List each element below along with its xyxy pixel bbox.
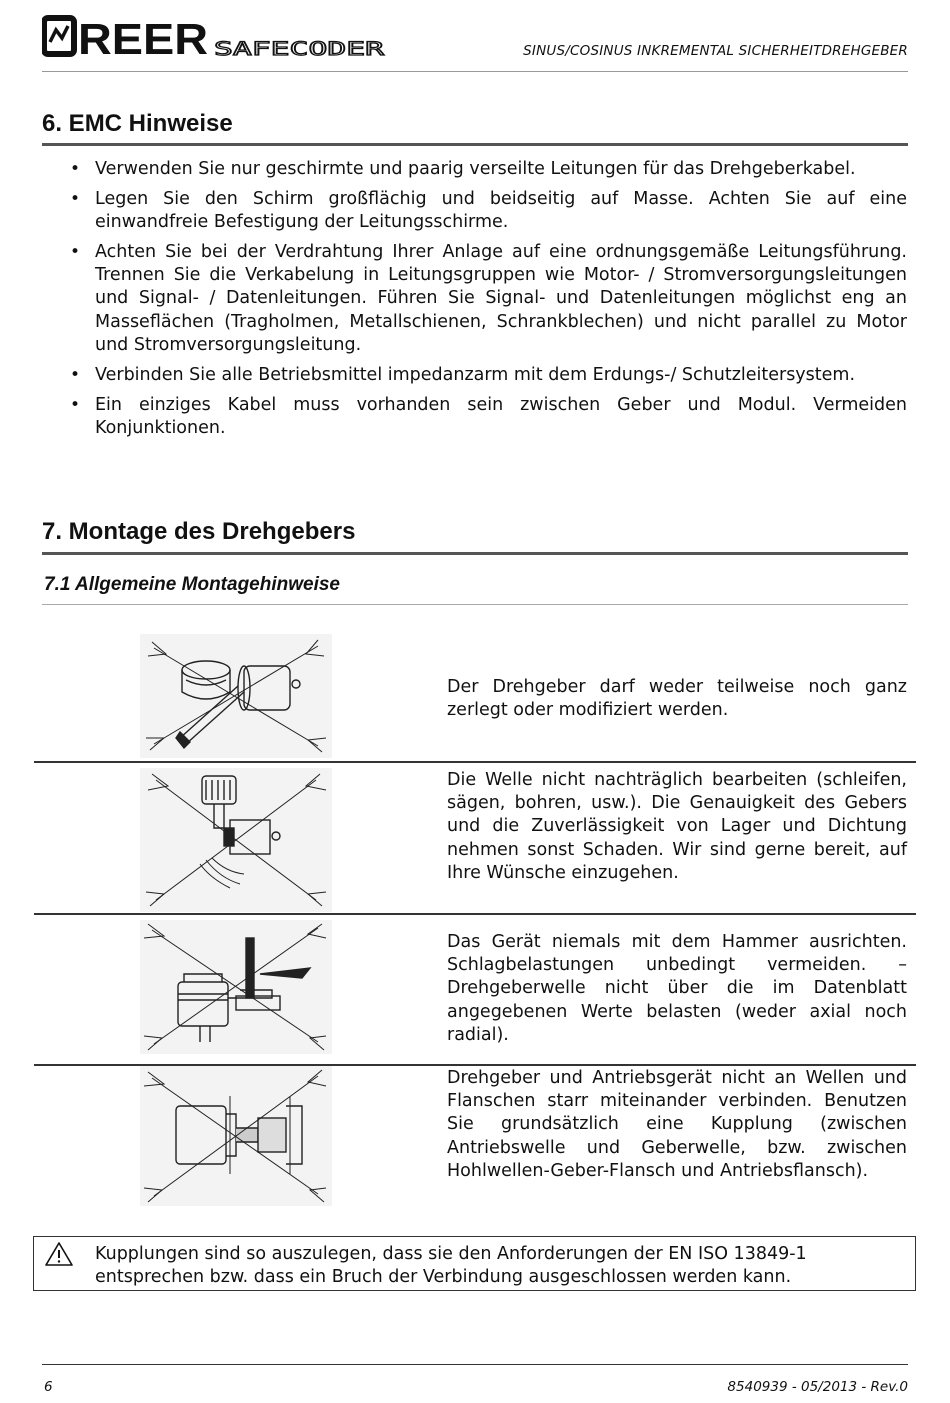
logo-product-text: SAFECODER <box>214 38 385 60</box>
subsection-7-1-heading: 7.1 Allgemeine Montagehinweise <box>44 574 340 595</box>
mounting-note-4: Drehgeber und Antriebsgerät nicht an Wellen und Flanschen starr miteinander verbinden. Benutzen Sie grundsätzlich eine Kupplung (zwischen Antriebswelle und Geberwelle, bzw. zwischen Hohlwellen-Geber-Flansch und Antriebsflansch). <box>447 1068 907 1181</box>
section-6-heading: 6. EMC Hinweise <box>42 110 233 137</box>
subsection-rule <box>42 604 908 605</box>
section-7-rule <box>42 552 908 555</box>
section-7-heading: 7. Montage des Drehgebers <box>42 518 356 545</box>
no-machining-illustration <box>140 768 332 912</box>
no-rigid-coupling-illustration <box>140 1066 332 1206</box>
warning-text: Kupplungen sind so auszulegen, dass sie den Anforderungen der EN ISO 13849-1 entsprechen bzw. dass ein Bruch der Verbindung ausgeschlossen werden kann. <box>95 1244 807 1288</box>
emc-bullet-list <box>70 158 907 447</box>
document-reference: 8540939 - 05/2013 - Rev.0 <box>727 1379 908 1395</box>
warning-box <box>33 1236 916 1291</box>
reer-safecoder-logo <box>42 14 387 60</box>
no-hammer-illustration <box>140 920 332 1054</box>
list-item: • Verwenden Sie nur geschirmte und paarig verseilte Leitungen für das Drehgeberkabel. <box>70 159 856 179</box>
document-title: SINUS/COSINUS INKREMENTAL SICHERHEITDREHGEBER <box>523 43 908 59</box>
footer-rule <box>42 1364 908 1365</box>
mounting-note-2: Die Welle nicht nachträglich bearbeiten (schleifen, sägen, bohren, usw.). Die Genauigkeit des Gebers und die Zuverlässigkeit von Lager und Dichtung nehmen sonst Schaden. Wir sind gerne bereit, auf Ihre Wünsche einzugehen. <box>447 770 907 883</box>
logo-brand-text: REER <box>78 15 208 60</box>
row-separator <box>34 913 916 915</box>
page-number: 6 <box>44 1379 53 1395</box>
warning-triangle-icon <box>44 1241 74 1267</box>
no-disassembly-illustration <box>140 634 332 758</box>
row-separator <box>34 761 916 763</box>
list-item: • Legen Sie den Schirm großflächig und beidseitig auf Masse. Achten Sie auf eine einwandfreie Befestigung der Leitungsschirme. <box>70 188 907 233</box>
list-item: • Ein einziges Kabel muss vorhanden sein zwischen Geber und Modul. Vermeiden Konjunktionen. <box>70 394 907 438</box>
section-6-rule <box>42 143 908 146</box>
mounting-note-3: Das Gerät niemals mit dem Hammer ausrichten. Schlagbelastungen unbedingt vermeiden. – Drehgeberwelle nicht über die im Datenblatt angegebenen Werte belasten (weder axial noch radial). <box>447 932 907 1045</box>
list-item: • Verbinden Sie alle Betriebsmittel impedanzarm mit dem Erdungs-/ Schutzleitersystem. <box>70 364 856 385</box>
header-rule <box>42 71 908 72</box>
list-item: • Achten Sie bei der Verdrahtung Ihrer Anlage auf eine ordnungsgemäße Leitungsführung. Trennen Sie die Verkabelung in Leitungsgruppen wie Motor- / Stromversorgungsleitungen und Signal- / Datenleitungen. Führen Sie Signal- und Datenleitungen möglichst eng an Masseflächen (Tragholmen, Metallschienen, Schrankblechen) und nicht parallel zu Motor und Stromversorgungsleitung. <box>70 241 907 356</box>
mounting-note-1: Der Drehgeber darf weder teilweise noch ganz zerlegt oder modifiziert werden. <box>447 677 907 721</box>
